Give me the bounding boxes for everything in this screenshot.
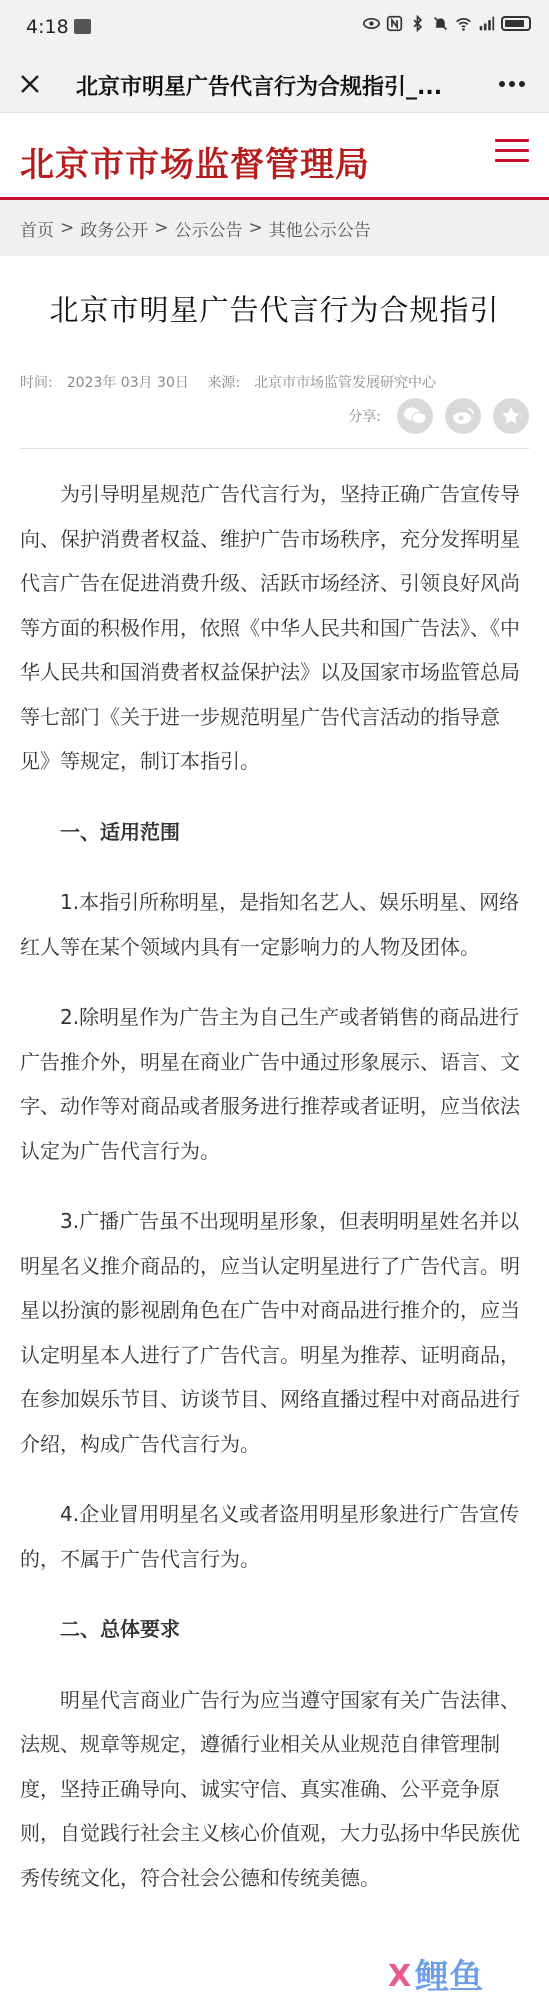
source-value: 北京市市场监管发展研究中心	[254, 375, 437, 391]
breadcrumb	[0, 200, 549, 256]
breadcrumb-other-announcements[interactable]: 其他公示公告	[268, 220, 371, 241]
status-icons	[363, 15, 531, 32]
paragraph-scope-4: 4.企业冒用明星名义或者盗用明星形象进行广告宣传的，不属于广告代言行为。	[20, 1502, 520, 1571]
site-logo[interactable]: 北京市市场监督管理局	[20, 145, 370, 185]
more-icon[interactable]	[495, 70, 529, 98]
status-time: 4:18	[26, 16, 69, 38]
article-title: 北京市明星广告代言行为合规指引	[49, 293, 500, 327]
section-heading-scope: 一、适用范围	[60, 819, 180, 844]
breadcrumb-home[interactable]: 首页	[20, 220, 54, 241]
breadcrumb-separator: >	[60, 218, 75, 238]
wechat-icon[interactable]	[397, 398, 433, 434]
breadcrumb-separator: >	[154, 218, 169, 238]
breadcrumb-separator: >	[248, 218, 263, 238]
site-header	[0, 113, 549, 200]
browser-title-bar	[0, 56, 549, 113]
breadcrumb-announcements[interactable]: 公示公告	[174, 220, 243, 241]
wifi-icon	[455, 15, 472, 32]
paragraph-general: 明星代言商业广告行为应当遵守国家有关广告法律、法规、规章等规定，遵循行业相关从业规范自律管理制度，坚持正确导向、诚实守信、真实准确、公平竞争原则，自觉践行社会主义核心价值观，大力弘扬中华民族优秀传统文化，符合社会公德和传统美德。	[20, 1687, 520, 1890]
divider	[20, 448, 529, 449]
share-label: 分享:	[348, 409, 381, 425]
watermark-text: 鲤鱼	[415, 1957, 484, 1997]
close-icon[interactable]	[14, 68, 46, 100]
status-bar	[0, 0, 549, 56]
battery-icon	[501, 16, 531, 31]
paragraph-scope-1: 1.本指引所称明星，是指知名艺人、娱乐明星、网络红人等在某个领域内具有一定影响力的人物及团体。	[20, 890, 520, 959]
weibo-icon[interactable]	[445, 398, 481, 434]
breadcrumb-gov-affairs[interactable]: 政务公开	[80, 220, 149, 241]
mute-icon	[432, 15, 449, 32]
message-icon	[74, 19, 91, 34]
source-label: 来源:	[207, 375, 241, 391]
paragraph-scope-3: 3.广播广告虽不出现明星形象，但表明明星姓名并以明星名义推介商品的，应当认定明星进行了广告代言。明星以扮演的影视剧角色在广告中对商品进行推介的，应当认定明星本人进行了广告代言。明星为推荐、证明商品，在参加娱乐节目、访谈节目、网络直播过程中对商品进行介绍，构成广告代言行为。	[20, 1209, 520, 1456]
paragraph-scope-2: 2.除明星作为广告主为自己生产或者销售的商品进行广告推介外，明星在商业广告中通过形象展示、语言、文字、动作等对商品或者服务进行推荐或者证明，应当依法认定为广告代言行为。	[20, 1005, 520, 1163]
signal-icon	[478, 15, 495, 32]
bluetooth-icon	[409, 15, 426, 32]
hamburger-menu-icon[interactable]	[495, 139, 529, 169]
time-value: 2023年 03月 30日	[66, 375, 189, 391]
nfc-icon	[386, 15, 403, 32]
article-meta	[20, 372, 450, 392]
share-row	[348, 398, 529, 434]
favorite-icon[interactable]	[493, 398, 529, 434]
paragraph-intro: 为引导明星规范广告代言行为，坚持正确广告宣传导向、保护消费者权益、维护广告市场秩序，充分发挥明星代言广告在促进消费升级、活跃市场经济、引领良好风尚等方面的积极作用，依照《中华人民共和国广告法》、《中华人民共和国消费者权益保护法》以及国家市场监管总局等七部门《关于进一步规范明星广告代言活动的指导意见》等规定，制订本指引。	[20, 482, 520, 773]
page-title: 北京市明星广告代言行为合规指引_...	[76, 75, 443, 100]
eye-icon	[363, 15, 380, 32]
time-label: 时间:	[20, 375, 53, 391]
watermark-logo	[388, 1948, 483, 2000]
section-heading-general: 二、总体要求	[60, 1617, 180, 1641]
article-content	[20, 472, 529, 1926]
watermark-mark: X	[388, 1959, 412, 1994]
